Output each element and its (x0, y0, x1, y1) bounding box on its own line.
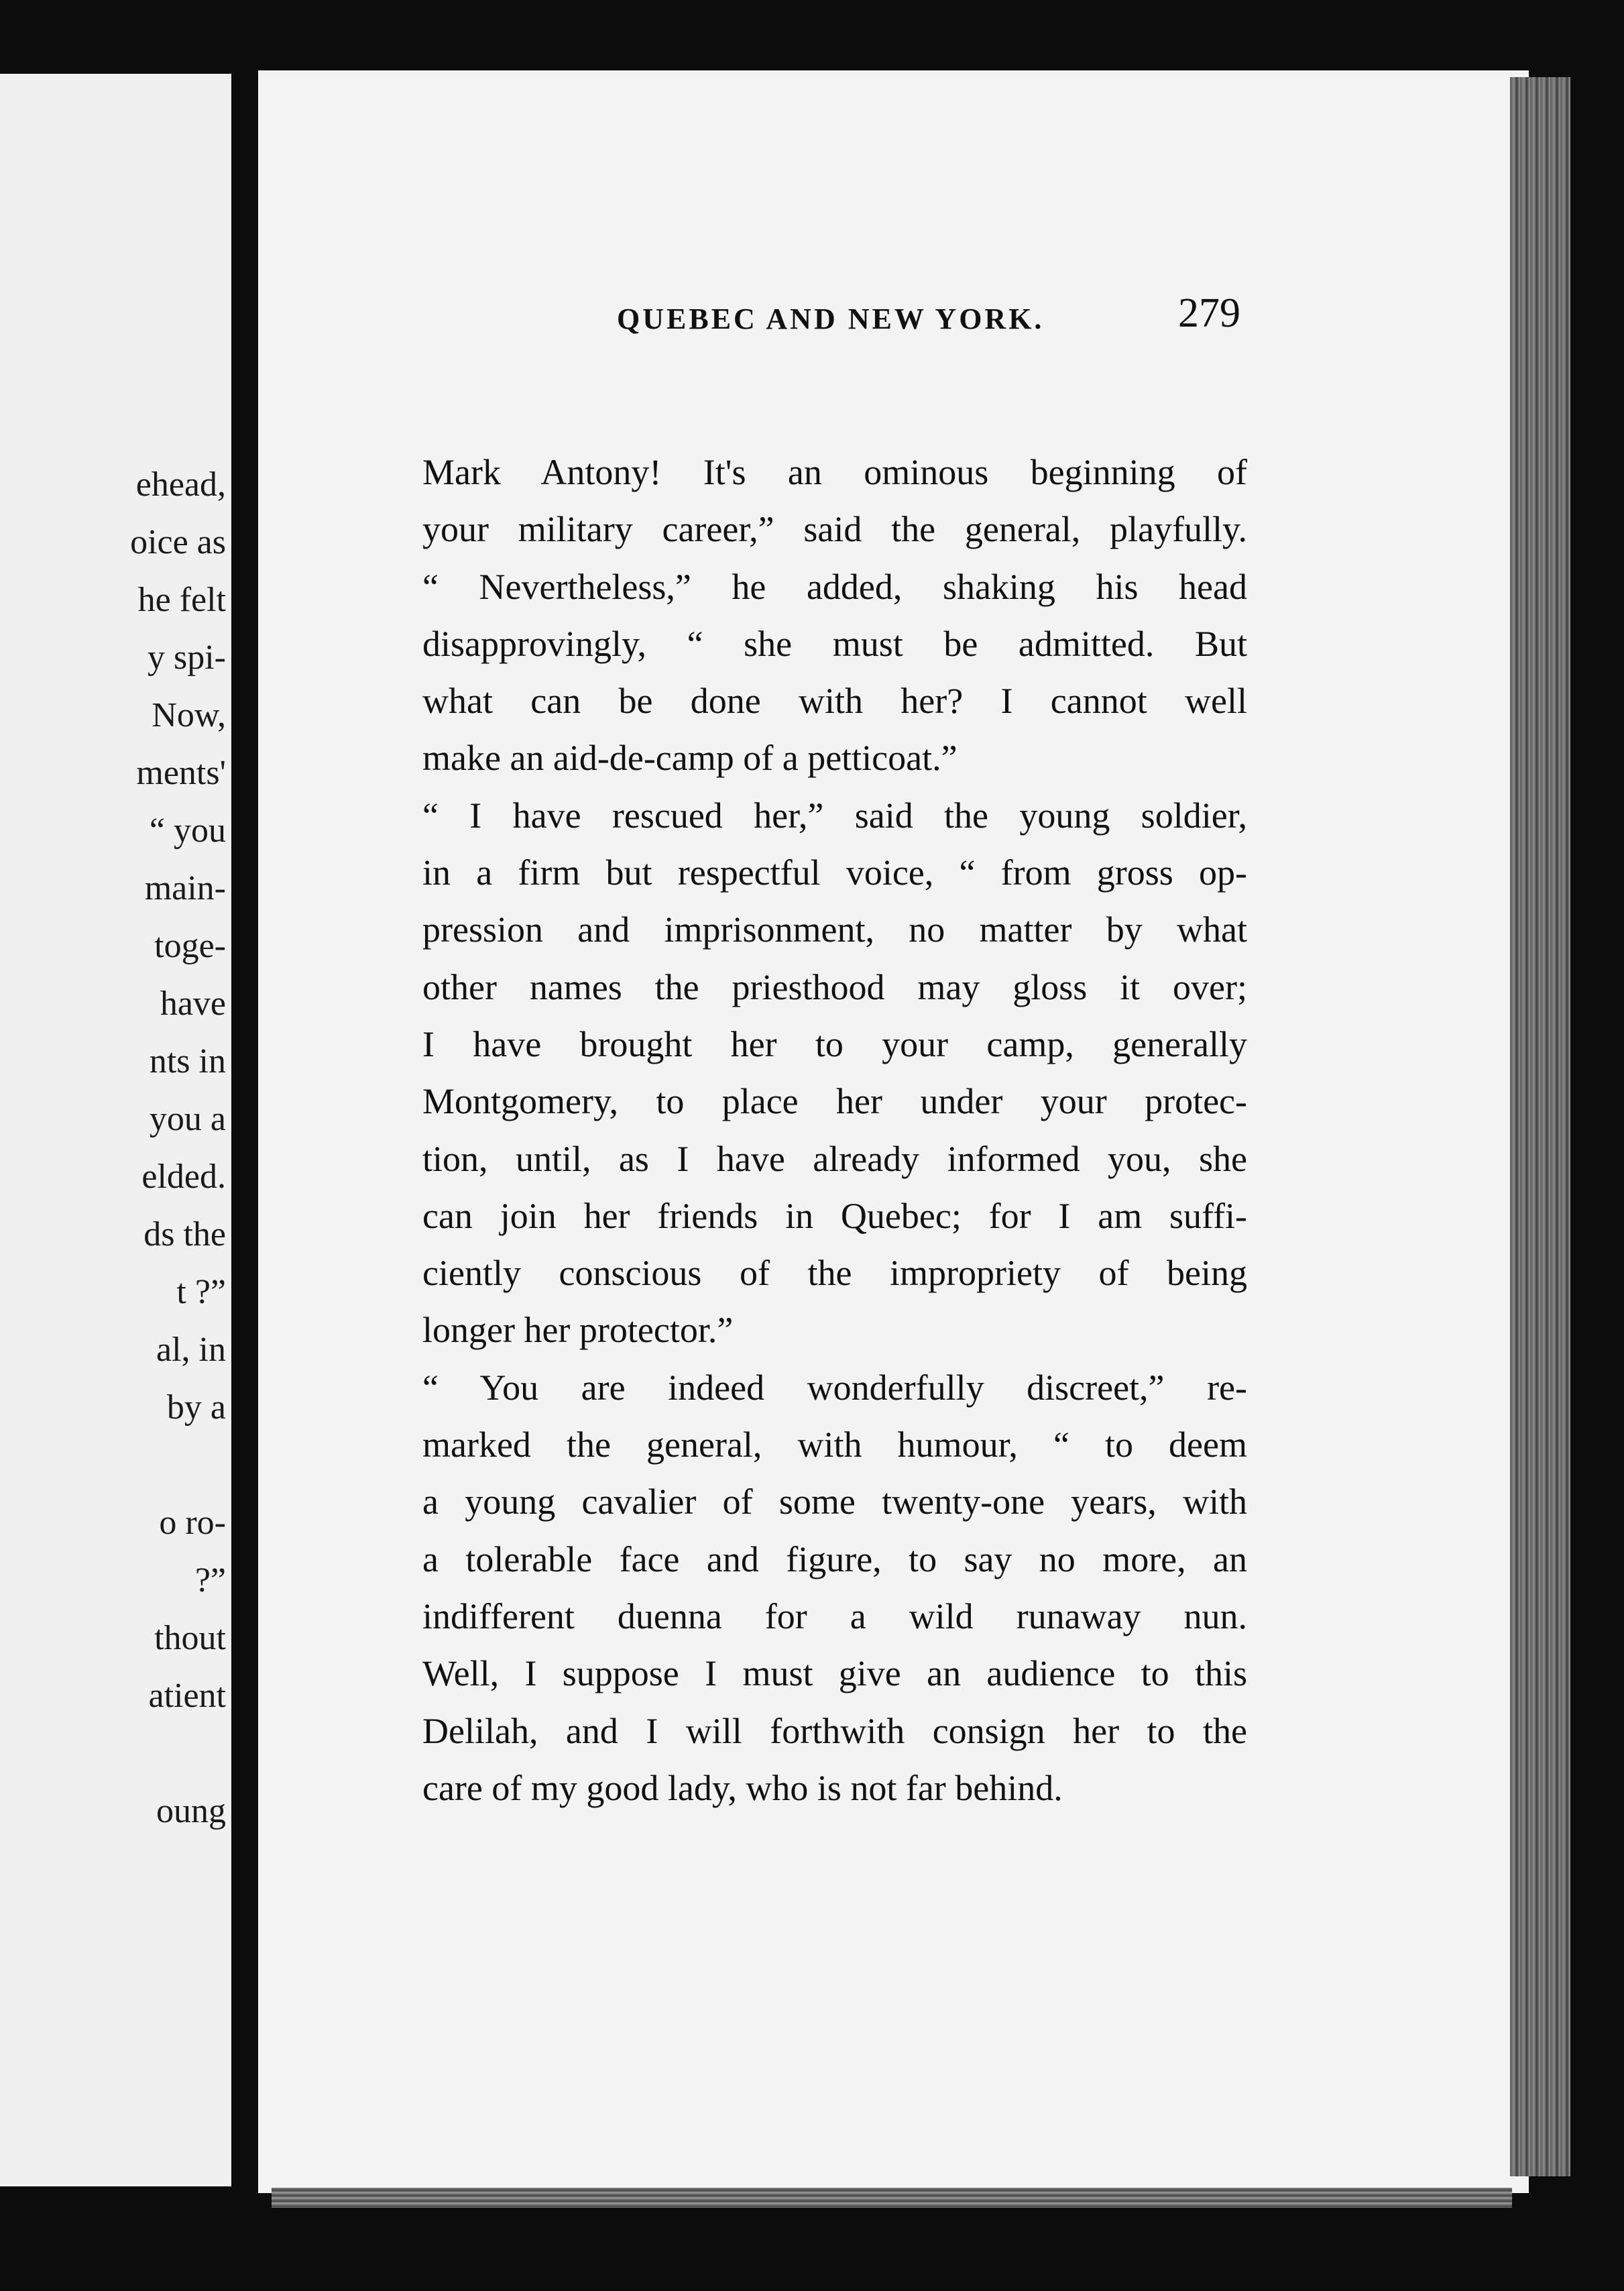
left-page-fragment: have (160, 985, 226, 1023)
bottom-page-edges (272, 2188, 1512, 2208)
left-page-fragment: nts in (149, 1042, 226, 1080)
left-page-fragment: atient (148, 1677, 226, 1715)
left-page-fragment: y spi- (148, 638, 226, 677)
left-page-fragment (0, 1725, 226, 1783)
header-title: QUEBEC AND NEW YORK. (617, 302, 1045, 335)
text-line: Mark Antony! It's an ominous beginning of (422, 452, 1247, 492)
left-page-fragment: thout (154, 1619, 226, 1657)
left-page-fragment: al, in (156, 1331, 226, 1369)
text-line: I have brought her to your camp, generally (422, 1023, 1247, 1064)
left-page-fragment: Now, (152, 696, 226, 734)
text-line: pression and imprisonment, no matter by what (422, 909, 1247, 950)
left-page (0, 74, 231, 2186)
left-page-fragment: elded. (141, 1158, 226, 1196)
text-line: indifferent duenna for a wild runaway nun. (422, 1596, 1247, 1636)
text-line: make an aid-de-camp of a petticoat.” (422, 738, 958, 779)
text-line: longer her protector.” (422, 1310, 734, 1351)
text-line: a tolerable face and figure, to say no more, an (422, 1539, 1247, 1579)
left-page-fragment: oung (156, 1792, 226, 1830)
body-text (422, 444, 1247, 1817)
left-page-fragment: “ you (149, 812, 226, 850)
left-page-text-fragments (0, 456, 226, 1840)
text-line: can join her friends in Quebec; for I am suffi- (422, 1195, 1247, 1236)
text-line: a young cavalier of some twenty-one years, with (422, 1482, 1247, 1522)
text-line: “ I have rescued her,” said the young soldier, (422, 795, 1247, 836)
left-page-fragment: t ?” (176, 1273, 226, 1311)
text-line: Montgomery, to place her under your protec- (422, 1081, 1247, 1122)
left-page-fragment (0, 1437, 226, 1494)
left-page-fragment: ehead, (135, 465, 226, 504)
left-page-fragment: by a (166, 1388, 226, 1427)
left-page-fragment: oice as (130, 523, 226, 561)
running-header (362, 290, 1247, 350)
left-page-fragment: ments' (136, 754, 226, 792)
text-line: what can be done with her? I cannot well (422, 681, 1247, 722)
page-number: 279 (1178, 290, 1240, 336)
left-page-fragment: you a (149, 1100, 226, 1138)
text-line: “ You are indeed wonderfully discreet,” re- (422, 1367, 1247, 1408)
left-page-fragment: he felt (137, 581, 226, 619)
text-line: in a firm but respectful voice, “ from gross op- (422, 852, 1247, 893)
text-line: Delilah, and I will forthwith consign her to the (422, 1710, 1247, 1751)
text-line: Well, I suppose I must give an audience to this (422, 1653, 1247, 1694)
text-line: care of my good lady, who is not far behind. (422, 1767, 1063, 1808)
text-line: disapprovingly, “ she must be admitted. But (422, 623, 1247, 664)
page-edges (1510, 77, 1570, 2176)
text-line: “ Nevertheless,” he added, shaking his head (422, 566, 1247, 607)
text-line: your military career,” said the general, playfully. (422, 509, 1247, 550)
text-line: tion, until, as I have already informed you, she (422, 1138, 1247, 1179)
text-line: other names the priesthood may gloss it over; (422, 966, 1247, 1007)
text-line: marked the general, with humour, “ to deem (422, 1424, 1247, 1465)
left-page-fragment: main- (144, 869, 226, 907)
left-page-fragment: ds the (143, 1215, 226, 1253)
left-page-fragment: ?” (194, 1561, 226, 1600)
left-page-fragment: o ro- (159, 1504, 226, 1542)
left-page-fragment: toge- (154, 927, 226, 965)
text-line: ciently conscious of the impropriety of being (422, 1253, 1247, 1294)
